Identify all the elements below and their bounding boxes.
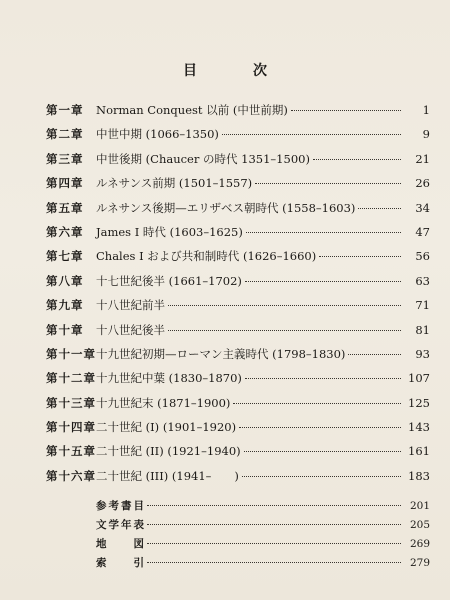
dot-leader xyxy=(255,183,401,184)
chapter-title: Norman Conquest 以前 (中世前期) xyxy=(96,103,288,117)
toc-entry xyxy=(46,297,430,321)
toc-entry xyxy=(46,151,430,175)
toc-entry xyxy=(46,273,430,297)
appendix-entry xyxy=(96,517,430,536)
page-number: 93 xyxy=(415,346,430,361)
chapter-title: 十八世紀後半 xyxy=(96,322,165,337)
chapter-number: 第七章 xyxy=(46,249,84,264)
chapter-number: 第十六章 xyxy=(46,468,96,483)
appendix-label: 文 学 年 表 xyxy=(96,519,144,531)
chapter-number: 第三章 xyxy=(46,151,84,166)
appendix-list xyxy=(96,498,430,574)
chapter-title: 二十世紀 (III) (1941– ) xyxy=(96,468,239,483)
dot-leader xyxy=(348,354,401,355)
appendix-label: 参 考 書 目 xyxy=(96,500,144,512)
chapter-number: 第十章 xyxy=(46,322,84,337)
toc-entry xyxy=(46,395,430,419)
appendix-label: 地 図 xyxy=(96,538,144,550)
dot-leader xyxy=(168,305,401,306)
toc-entry xyxy=(46,370,430,394)
chapter-number: 第十二章 xyxy=(46,371,96,386)
appendix-entry xyxy=(96,536,430,555)
page-number: 125 xyxy=(408,395,430,410)
page-number: 201 xyxy=(409,500,430,512)
toc-entry xyxy=(46,175,430,199)
appendix-entry xyxy=(96,555,430,574)
chapter-number: 第四章 xyxy=(46,176,84,191)
chapter-number: 第一章 xyxy=(46,103,84,117)
appendix-label: 索 引 xyxy=(96,557,144,569)
chapter-title: Chales I および共和制時代 (1626–1660) xyxy=(96,249,317,264)
toc-entry xyxy=(46,419,430,443)
chapter-number: 第十三章 xyxy=(46,395,96,410)
chapter-title: 十九世紀中葉 (1830–1870) xyxy=(96,371,242,386)
chapter-title: 二十世紀 (I) (1901–1920) xyxy=(96,420,237,435)
chapter-number: 第十四章 xyxy=(46,420,96,435)
chapter-number: 第二章 xyxy=(46,127,84,142)
chapter-number: 第十一章 xyxy=(46,346,96,361)
page-number: 34 xyxy=(415,200,430,215)
page-number: 205 xyxy=(409,519,430,531)
chapter-number: 第六章 xyxy=(46,224,84,239)
toc-entry xyxy=(46,224,430,248)
dot-leader xyxy=(313,159,401,160)
chapter-title: ルネサンス前期 (1501–1557) xyxy=(96,176,253,191)
page-number: 71 xyxy=(415,298,430,313)
page-title: 目次 xyxy=(183,63,323,79)
page-number: 183 xyxy=(408,468,430,483)
chapter-title: 十七世紀後半 (1661–1702) xyxy=(96,273,242,288)
page-number: 21 xyxy=(415,151,430,166)
chapter-title: 中世中期 (1066–1350) xyxy=(96,127,219,142)
toc-entry xyxy=(46,346,430,370)
toc-entry xyxy=(46,200,430,224)
chapter-title: ルネサンス後期—エリザベス朝時代 (1558–1603) xyxy=(96,200,356,215)
toc-entry xyxy=(46,443,430,467)
page-number: 56 xyxy=(415,249,430,264)
dot-leader xyxy=(244,451,401,452)
chapter-title: 十八世紀前半 xyxy=(96,298,165,313)
page-number: 279 xyxy=(409,557,430,569)
page-number: 63 xyxy=(415,273,430,288)
toc-entry xyxy=(46,468,430,492)
page-number: 9 xyxy=(422,127,430,142)
chapter-title: 中世後期 (Chaucer の時代 1351–1500) xyxy=(96,151,310,166)
dot-leader xyxy=(147,562,401,563)
dot-leader xyxy=(222,134,401,135)
dot-leader xyxy=(245,378,401,379)
dot-leader xyxy=(246,232,401,233)
toc-entry xyxy=(46,102,430,126)
dot-leader xyxy=(147,543,401,544)
dot-leader xyxy=(147,505,401,506)
chapter-number: 第九章 xyxy=(46,298,84,313)
dot-leader xyxy=(242,476,401,477)
chapter-number: 第十五章 xyxy=(46,444,96,459)
dot-leader xyxy=(147,524,401,525)
page-number: 143 xyxy=(408,420,430,435)
page-number: 1 xyxy=(422,103,430,117)
toc-entry xyxy=(46,322,430,346)
toc-entry xyxy=(46,248,430,272)
chapter-number: 第八章 xyxy=(46,273,84,288)
toc-list xyxy=(46,102,430,492)
dot-leader xyxy=(233,403,401,404)
appendix-entry xyxy=(96,498,430,517)
chapter-title: 二十世紀 (II) (1921–1940) xyxy=(96,444,241,459)
page-number: 81 xyxy=(415,322,430,337)
chapter-number: 第五章 xyxy=(46,200,84,215)
dot-leader xyxy=(168,330,401,331)
page-number: 107 xyxy=(408,371,430,386)
page-number: 47 xyxy=(415,224,430,239)
chapter-title: James I 時代 (1603–1625) xyxy=(96,224,243,239)
dot-leader xyxy=(245,281,401,282)
page-number: 161 xyxy=(408,444,430,459)
dot-leader xyxy=(319,256,401,257)
page-number: 26 xyxy=(415,176,430,191)
chapter-title: 十九世紀初期—ローマン主義時代 (1798–1830) xyxy=(96,346,346,361)
dot-leader xyxy=(291,110,401,111)
page-number: 269 xyxy=(409,538,430,550)
chapter-title: 十九世紀末 (1871–1900) xyxy=(96,395,231,410)
toc-entry xyxy=(46,126,430,150)
dot-leader xyxy=(358,208,401,209)
dot-leader xyxy=(239,427,401,428)
